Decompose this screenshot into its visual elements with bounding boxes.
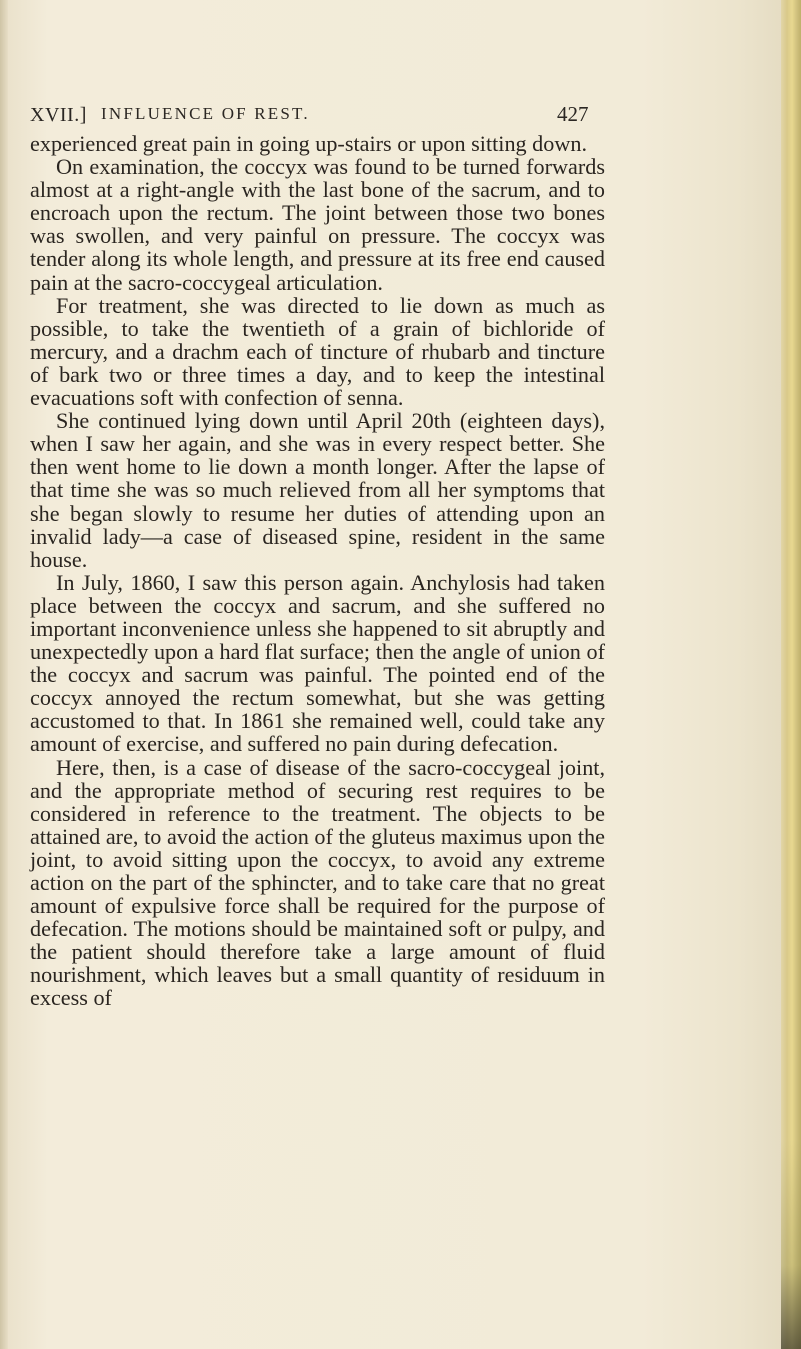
paragraph-2: On examination, the coccyx was found to be turned forwards almost at a right-angle with the last bone of the sacrum, and to encroach upon the rectum. The joint between those two bones was swollen, and very painful on pressure. The coccyx was tender along its whole length, and pressure at its free end caused pain at the sacro-coccygeal articulation.: [30, 154, 605, 295]
body-text: [30, 132, 605, 1010]
paragraph-4: She continued lying down until April 20th (eighteen days), when I saw her again, and she was in every respect better. She then went home to lie down a month longer. After the lapse of that time she was so much relieved from all her symptoms that she began slowly to resume her duties of attending upon an invalid lady—a case of diseased spine, resident in the same house.: [30, 408, 605, 572]
paragraph-1: experienced great pain in going up-stairs or upon sitting down.: [30, 131, 588, 156]
paragraph-3: For treatment, she was directed to lie down as much as possible, to take the twentieth of a grain of bichloride of mercury, and a drachm each of tincture of rhubarb and tincture of bark two or three times a day, and to keep the intestinal evacuations soft with confection of senna.: [30, 292, 605, 411]
page-number: 427: [557, 102, 589, 126]
chapter-number: XVII.]: [30, 104, 87, 126]
binding-shadow: [781, 1140, 801, 1349]
running-title: INFLUENCE OF REST.: [101, 104, 310, 123]
paragraph-6: Here, then, is a case of disease of the sacro-coccygeal joint, and the appropriate method of securing rest requires to be considered in reference to the treatment. The objects to be attained are, to avoid the action of the gluteus maximus upon the joint, to avoid sitting upon the coccyx, to avoid any extreme action on the part of the sphincter, and to take care that no great amount of expulsive force shall be required for the purpose of defecation. The motions should be maintained soft or pulpy, and the patient should therefore take a large amount of fluid nourishment, which leaves but a small quantity of residuum in excess of: [30, 754, 605, 1011]
running-header: [30, 98, 600, 128]
paragraph-5: In July, 1860, I saw this person again. Anchylosis had taken place between the coccyx and sacrum, and she suffered no important inconvenience unless she happened to sit abruptly and unexpectedly upon a hard flat surface; then the angle of union of the coccyx and sacrum was painful. The pointed end of the coccyx annoyed the rectum somewhat, but she was getting accustomed to that. In 1861 she remained well, could take any amount of exercise, and suffered no pain during defecation.: [30, 569, 605, 757]
page-left-edge: [0, 0, 8, 1349]
